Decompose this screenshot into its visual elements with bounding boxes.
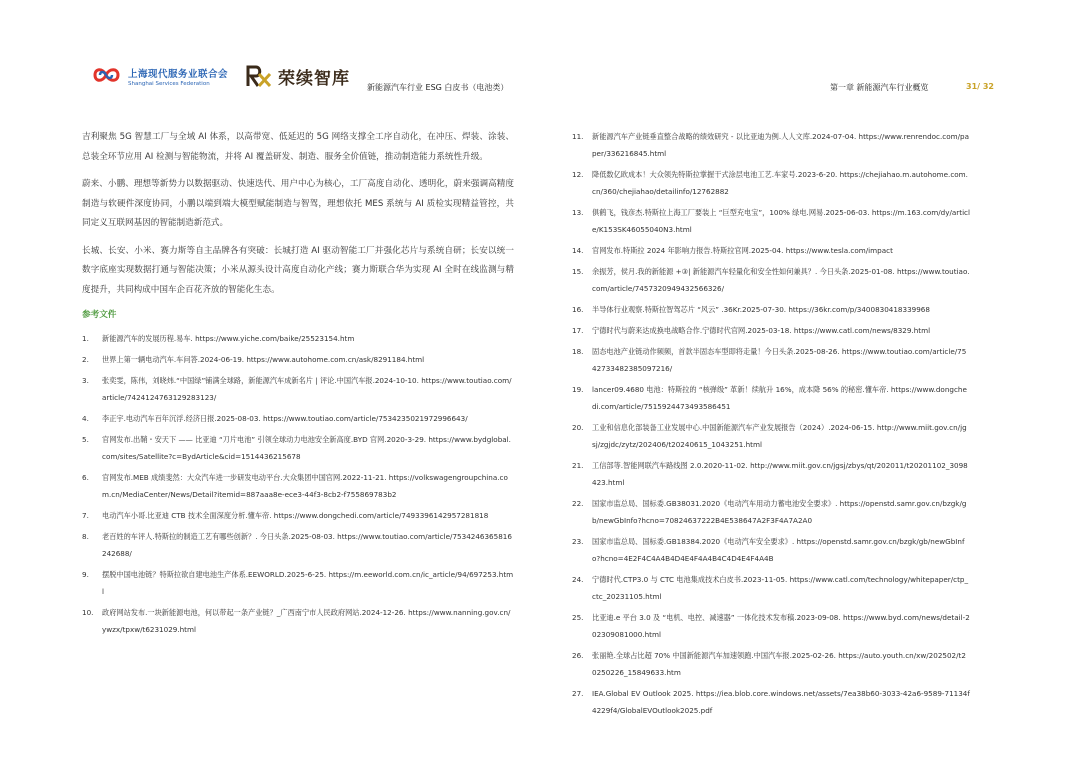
ssf-logo-icon: [92, 64, 122, 86]
reference-item: [572, 381, 970, 415]
page-number: 31/ 32: [966, 82, 994, 91]
reference-text: 固态电池产业链动作频频，首款半固态车型即将走量！今日头条.2025-08-26. https://www.toutiao.com/article/7542733482385097216/: [592, 347, 967, 373]
org1-name-en: Shanghai Services Federation: [128, 81, 210, 87]
reference-number: 16.: [572, 305, 584, 314]
reference-number: 9.: [82, 570, 89, 579]
reference-text: 俱鹤飞，钱彦杰.特斯拉上海工厂要装上 “巨型充电宝”，100% 绿电.网易.2025-06-03. https://m.163.com/dy/article/K153SK46055040N3.html: [592, 208, 971, 234]
reference-text: IEA.Global EV Outlook 2025. https://iea.blob.core.windows.net/assets/7ea38b60-3033-42a6-9589-71134f4229f4/GlobalEVOutlook2025.pdf: [592, 689, 970, 715]
reference-item: [572, 457, 970, 491]
reference-text: 半导体行业观察.特斯拉智驾芯片 “风云” .36Kr.2025-07-30. https://36kr.com/p/3400830418339968: [592, 305, 930, 314]
reference-item: [572, 166, 970, 200]
reference-item: [82, 351, 514, 368]
reference-text: 新能源汽车的发展历程.易车. https://www.yiche.com/baike/25523154.htm: [102, 334, 355, 343]
reference-text: 余振芳，侯月.我的新能源 +③| 新能源汽车轻量化和安全性如何兼具？. 今日头条.2025-01-08. https://www.toutiao.com/article/7457320949432566326/: [592, 267, 970, 293]
body-paragraph: 吉利聚焦 5G 智慧工厂与全域 AI 体系，以高带宽、低延迟的 5G 网络支撑全工序自动化，在冲压、焊装、涂装、总装全环节应用 AI 检测与智能物流，并将 AI 覆盖研发、制造、服务全价值链，推动制造能力系统性升级。: [82, 132, 514, 162]
reference-number: 22.: [572, 499, 584, 508]
reference-item: [82, 372, 514, 406]
reference-number: 27.: [572, 689, 584, 698]
reference-text: 官网发布.出鞘・安天下 —— 比亚迪 “刀片电池” 引领全球动力电池安全新高度.BYD 官网.2020-3-29. https://www.bydglobal.com/sites/Satellite?c=BydArticle&cid=1514436215678: [102, 435, 511, 461]
page-header: [0, 0, 1080, 100]
reference-number: 1.: [82, 334, 89, 343]
reference-item: [572, 685, 970, 719]
reference-item: [82, 604, 514, 638]
reference-item: [572, 495, 970, 529]
reference-number: 8.: [82, 532, 89, 541]
reference-item: [572, 571, 970, 605]
chapter-title: 第一章 新能源汽车行业概览: [830, 83, 929, 92]
reference-item: [82, 431, 514, 465]
ssf-logo-text: [128, 66, 228, 87]
reference-item: [572, 533, 970, 567]
reference-text: 国家市监总局、国标委.GB38031.2020《电动汽车用动力蓄电池安全要求》. https://openstd.samr.gov.cn/bzgk/gb/newGbInfo?hcno=70824637222B4E538647A2F3F4A7A2A0: [592, 499, 967, 525]
right-column: [572, 128, 970, 723]
reference-number: 12.: [572, 170, 584, 179]
reference-item: [82, 330, 514, 347]
reference-text: 政府网站发布.一块新能源电池，何以带起一条产业链？_广西南宁市人民政府网站.2024-12-26. https://www.nanning.gov.cn/ywzx/tpxw/t6231029.html: [102, 608, 511, 634]
reference-item: [82, 528, 514, 562]
reference-item: [572, 204, 970, 238]
reference-number: 10.: [82, 608, 94, 617]
reference-item: [82, 469, 514, 503]
reference-text: 李正宇.电动汽车百年沉浮.经济日报.2025-08-03. https://www.toutiao.com/article/7534235021972996643/: [102, 414, 468, 423]
reference-item: [82, 410, 514, 427]
body-paragraph: 长城、长安、小米、赛力斯等自主品牌各有突破：长城打造 AI 驱动智能工厂并强化芯片与系统自研；长安以统一数字底座实现数据打通与智能决策；小米从源头设计高度自动化产线；赛力斯联合华为实现 AI 全时在线监测与精度提升，共同构成中国车企百花齐放的智能化生态。: [82, 245, 514, 295]
reference-number: 11.: [572, 132, 584, 141]
reference-number: 24.: [572, 575, 584, 584]
reference-text: 宁德时代与蔚来达成换电战略合作.宁德时代官网.2025-03-18. https://www.catl.com/news/8329.html: [592, 326, 931, 335]
reference-item: [572, 322, 970, 339]
reference-item: [572, 647, 970, 681]
reference-number: 3.: [82, 376, 89, 385]
document-title: 新能源汽车行业 ESG 白皮书（电池类）: [367, 83, 509, 92]
reference-number: 17.: [572, 326, 584, 335]
reference-text: 世界上第一辆电动汽车.车问答.2024-06-19. https://www.autohome.com.cn/ask/8291184.html: [102, 355, 425, 364]
references-heading: 参考文件: [82, 310, 117, 320]
left-column: [82, 128, 514, 642]
reference-item: [572, 419, 970, 453]
reference-text: 国家市监总局、国标委.GB18384.2020《电动汽车安全要求》. https://openstd.samr.gov.cn/bzgk/gb/newGbInfo?hcno=4E2F4C4A4B4D4E4F4A4B4C4D4E4F4A4B: [592, 537, 965, 563]
reference-list-right: [572, 128, 970, 719]
reference-number: 18.: [572, 347, 584, 356]
reference-text: 电动汽车小哥.比亚迪 CTB 技术全面深度分析.懂车帝. https://www.dongchedi.com/article/7493396142957281818: [102, 511, 489, 520]
reference-number: 4.: [82, 414, 89, 423]
reference-number: 19.: [572, 385, 584, 394]
reference-item: [82, 566, 514, 600]
reference-number: 23.: [572, 537, 584, 546]
org2-name: 荣续智库: [278, 69, 350, 89]
reference-number: 15.: [572, 267, 584, 276]
reference-text: 张丽艳.全球占比超 70% 中国新能源汽车加速领跑.中国汽车报.2025-02-26. https://auto.youth.cn/xw/202502/t20250226_15849633.htm: [592, 651, 966, 677]
body-paragraph: 蔚来、小鹏、理想等新势力以数据驱动、快速迭代、用户中心为核心，工厂高度自动化、透明化，蔚来强调高精度制造与软硬件深度协同，小鹏以端到端大模型赋能制造与智驾，理想依托 MES 系统与 AI 质检实现精益管控，共同定义互联网基因的智能制造新范式。: [82, 179, 514, 228]
reference-number: 25.: [572, 613, 584, 622]
reference-number: 14.: [572, 246, 584, 255]
reference-text: 工信部等.智能网联汽车路线图 2.0.2020-11-02. http://www.miit.gov.cn/jgsj/zbys/qt/202011/t20201102_3098423.html: [592, 461, 968, 487]
org1-name-cn: 上海现代服务业联合会: [128, 69, 229, 80]
reference-text: 摆脱中国电池链？特斯拉欲自建电池生产体系.EEWORLD.2025-6-25. https://m.eeworld.com.cn/ic_article/94/697253.html: [102, 570, 514, 596]
reference-text: 比亚迪.e 平台 3.0 及 “电机、电控、减速器” 一体化技术发布稿.2023-09-08. https://www.byd.com/news/detail-202309081000.html: [592, 613, 970, 639]
reference-item: [572, 242, 970, 259]
reference-text: 工业和信息化部装备工业发展中心.中国新能源汽车产业发展报告（2024）.2024-06-15. http://www.miit.gov.cn/jgsj/zgjdc/zytz/202406/t20240615_1043251.html: [592, 423, 967, 449]
reference-item: [572, 301, 970, 318]
reference-text: 张奕雯，陈伟，刘晓炜.“中国绿”铺满全球路，新能源汽车成新名片 | 评论.中国汽车报.2024-10-10. https://www.toutiao.com/article/7424124763129283123/: [102, 376, 512, 402]
reference-number: 21.: [572, 461, 584, 470]
reference-item: [572, 263, 970, 297]
reference-text: lancer09.4680 电池：特斯拉的 “核弹级” 革新！续航升 16%，成本降 56% 的秘密.懂车帝. https://www.dongchedi.com/article/7515924473493586451: [592, 385, 967, 411]
reference-number: 5.: [82, 435, 89, 444]
reference-text: 官网发布.特斯拉 2024 年影响力报告.特斯拉官网.2025-04. https://www.tesla.com/impact: [592, 246, 893, 255]
reference-number: 20.: [572, 423, 584, 432]
reference-list-left: [82, 330, 514, 638]
reference-number: 7.: [82, 511, 89, 520]
reference-number: 2.: [82, 355, 89, 364]
reference-text: 新能源汽车产业链垂直整合战略的绩效研究 - 以比亚迪为例.人人文库.2024-07-04. https://www.renrendoc.com/paper/336216845.html: [592, 132, 970, 158]
reference-text: 官网发布.MEB 成绩斐然：大众汽车进一步研发电动平台.大众集团中国官网.2022-11-21. https://volkswagengroupchina.com.cn/MediaCenter/News/Detail?itemid=887aaa8e-ece3-44f3-8cb2-f755869783b2: [102, 473, 508, 499]
reference-item: [572, 609, 970, 643]
reference-text: 降低数亿欧成本！大众领先特斯拉掌握干式涂层电池工艺.车家号.2023-6-20. https://chejiahao.m.autohome.com.cn/360/chejiahao/detailinfo/12762882: [592, 170, 968, 196]
reference-item: [572, 343, 970, 377]
reference-number: 6.: [82, 473, 89, 482]
rx-logo-icon: [246, 64, 272, 88]
reference-number: 26.: [572, 651, 584, 660]
reference-number: 13.: [572, 208, 584, 217]
reference-item: [572, 128, 970, 162]
reference-text: 老百姓的车评人.特斯拉的制造工艺有哪些创新？. 今日头条.2025-08-03. https://www.toutiao.com/article/7534246365816242688/: [102, 532, 512, 558]
reference-item: [82, 507, 514, 524]
reference-text: 宁德时代.CTP3.0 与 CTC 电池集成技术白皮书.2023-11-05. https://www.catl.com/technology/whitepaper/ctp_ctc_20231105.html: [592, 575, 969, 601]
